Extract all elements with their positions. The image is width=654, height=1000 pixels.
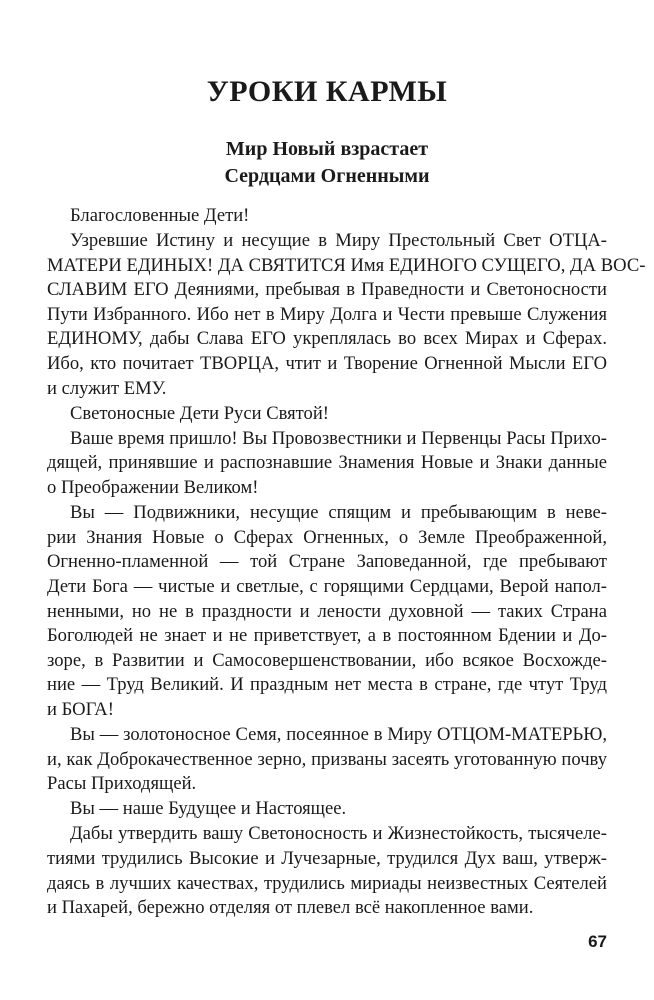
text-line: Вы — Подвижники, несущие спящим и пребывающим в неве- — [70, 502, 607, 524]
paragraph — [47, 822, 607, 920]
paragraph — [47, 501, 607, 722]
subtitle-line-2: Сердцами Огненными — [224, 165, 430, 187]
text-line: ненными, но не в праздности и лености духовной — таких Страна — [47, 600, 607, 622]
text-line: СЛАВИМ ЕГО Деяниями, пребывая в Праведности и Светоносности — [47, 279, 607, 301]
text-line: Узревшие Истину и несущие в Миру Престольный Свет ОТЦА- — [70, 230, 607, 252]
chapter-title: УРОКИ КАРМЫ — [206, 75, 448, 108]
text-line: МАТЕРИ ЕДИНЫХ! ДА СВЯТИТСЯ Имя ЕДИНОГО СУЩЕГО, ДА ВОС- — [47, 254, 646, 276]
text-line: и служит ЕМУ. — [47, 377, 167, 399]
text-line: Расы Приходящей. — [47, 773, 197, 795]
paragraph — [47, 402, 607, 427]
text-line: и БОГА! — [47, 698, 114, 720]
text-line: зоре, в Развитии и Самосовершенствовании, ибо всякое Восхожде- — [47, 649, 607, 671]
text-line: Благословенные Дети! — [70, 205, 250, 226]
paragraph — [47, 797, 607, 822]
text-line: Светоносные Дети Руси Святой! — [70, 402, 329, 424]
text-line: Огненно-пламенной — той Стране Заповеданной, где пребывают — [47, 551, 607, 573]
text-line: и Пахарей, бережно отделяя от плевел всё накопленное вами. — [47, 897, 534, 919]
page-content — [47, 74, 646, 921]
text-line: Вы — наше Будущее и Настоящее. — [70, 798, 347, 820]
text-line: Дабы утвердить вашу Светоносность и Жизнестойкость, тысячеле- — [70, 823, 607, 845]
text-line: и, как Доброкачественное зерно, призваны засеять уготованную почву — [47, 748, 607, 770]
text-line: Ибо, кто почитает ТВОРЦА, чтит и Творение Огненной Мысли ЕГО — [47, 353, 607, 375]
text-line: тиями трудились Высокие и Лучезарные, трудился Дух ваш, утверж- — [47, 847, 607, 869]
text-line: даясь в лучших качествах, трудились мириады неизвестных Сеятелей — [47, 872, 607, 894]
text-line: рии Знания Новые о Сферах Огненных, о Земле Преображенной, — [47, 526, 607, 548]
text-line: о Преображении Великом! — [47, 477, 259, 499]
paragraph — [47, 427, 607, 501]
paragraph — [47, 723, 607, 797]
text-line: Пути Избранного. Ибо нет в Миру Долга и Чести превыше Служения — [47, 303, 607, 325]
paragraph — [47, 229, 646, 401]
text-line: ЕДИНОМУ, дабы Слава ЕГО укреплялась во всех Мирах и Сферах. — [47, 328, 607, 350]
text-line: дящей, принявшие и распознавшие Знамения Новые и Знаки данные — [47, 452, 607, 474]
subtitle-line-1: Мир Новый взрастает — [225, 138, 429, 160]
paragraph — [47, 204, 607, 229]
text-line: ние — Труд Великий. И праздным нет места в стране, где чтут Труд — [47, 674, 607, 696]
subtitle — [47, 136, 607, 190]
text-line: Боголюдей не знает и не приветствует, а в постоянном Бдении и До- — [47, 625, 607, 647]
text-line: Вы — золотоносное Семя, посеянное в Миру ОТЦОМ-МАТЕРЬЮ, — [70, 723, 607, 745]
page-number: 67 — [588, 932, 607, 951]
text-line: Дети Бога — чистые и светлые, с горящими Сердцами, Верой напол- — [47, 575, 607, 597]
text-line: Ваше время пришло! Вы Провозвестники и Первенцы Расы Прихо- — [70, 427, 607, 449]
body-text — [47, 204, 646, 921]
